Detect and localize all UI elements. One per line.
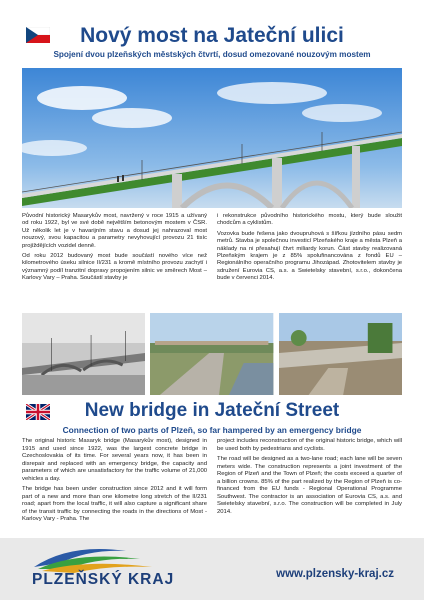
- text-column-en-2: [217, 438, 402, 536]
- paragraph: i rekonstrukce původního historického mostu, který bude sloužit chodcům a cyklistům.: [217, 213, 402, 227]
- bridge-visualization-image: [22, 68, 402, 208]
- paragraph: The bridge has been under construction since 2012 and it will form part of a new and more than one kilometre long stretch of the II/231 road; apart from the local traffic, it will also capture a significant share of the transit traffic by connecting the roads in the directions of Most - Karlovy Vary - Praha. The: [22, 486, 207, 522]
- paragraph: Od roku 2012 budovaný most bude součástí nového více než kilometrového úseku silnice II/231 a kromě místního provozu zachytí i významný podíl tranzitní dopravy propojením silnic ve směrech Most – Karlovy Vary – Praha. Součástí stavby je: [22, 253, 207, 282]
- paragraph: Vozovka bude řešena jako dvoupruhová s šířkou jízdního pásu sedm metrů. Stavba je společnou investicí Plzeňského kraje a města Plzeň a náklady na ni přesahují čtvrt miliardy korun. Část stavby realizovaná Plzeňským krajem je z 85% spolufinancována z fondů EU – Regionálního operačního programu Jihozápad. Zhotovitelem stavby je sdružení Eurovia CS, a.s. a Swietelsky stavební, s.r.o., dokončena bude v červenci 2014.: [217, 230, 402, 282]
- historic-bridge-photo: [22, 313, 145, 395]
- text-column-en-1: [22, 438, 207, 536]
- website-link[interactable]: www.plzensky-kraj.cz: [276, 568, 394, 580]
- construction-photo-1: [150, 313, 273, 395]
- construction-photo-2: [279, 313, 402, 395]
- paragraph: The road will be designed as a two-lane road; each lane will be seven meters wide. The construction represents a joint investment of the Region of Plzeň and the Town of Plzeň; the costs exceed a quarter of a billion crowns. 85% of the part realized by the Region of Plzeň is co-financed from the EU funds - Regional Operational Programme Southwest. The contractor is an association of Eurovia CS, a.s. and Swietelsky stavební, s.r.o. The construction will be completed in July 2014.: [217, 456, 402, 515]
- paragraph: The original historic Masaryk bridge (Masarykův most), designed in 1915 and used since 1922, was the largest concrete bridge in Czechoslovakia of its time. For several years now, it has been in disrepair and replaced with an emergency bridge, the capacity and parameters of which are unsatisfactory for the traffic volume of 21,000 vehicles a day.: [22, 438, 207, 482]
- page-title-cz: Nový most na Jateční ulici: [80, 24, 344, 47]
- text-column-cz-1: [22, 213, 207, 311]
- page-title-en: New bridge in Jateční Street: [84, 400, 340, 421]
- logo-text: PLZEŇSKÝ KRAJ: [32, 571, 175, 588]
- text-column-cz-2: [217, 213, 402, 311]
- paragraph: project includes reconstruction of the original historic bridge, which will be used both by pedestrians and cyclists.: [217, 438, 402, 452]
- subtitle-en: Connection of two parts of Plzeň, so far hampered by an emergency bridge: [62, 425, 362, 435]
- paragraph: Původní historický Masarykův most, navržený v roce 1915 a užívaný od roku 1922, byl ve své době největším betonovým mostem v ČSR. Už několik let je v havarijním stavu a dosud jej nahrazoval most nouzový, svou kapacitou a parametry nevyhovující provozu 21 tisíc projíždějících vozidel denně.: [22, 213, 207, 249]
- subtitle-cz: Spojení dvou plzeňských městských čtvrtí, dosud omezované nouzovým mostem: [53, 50, 371, 59]
